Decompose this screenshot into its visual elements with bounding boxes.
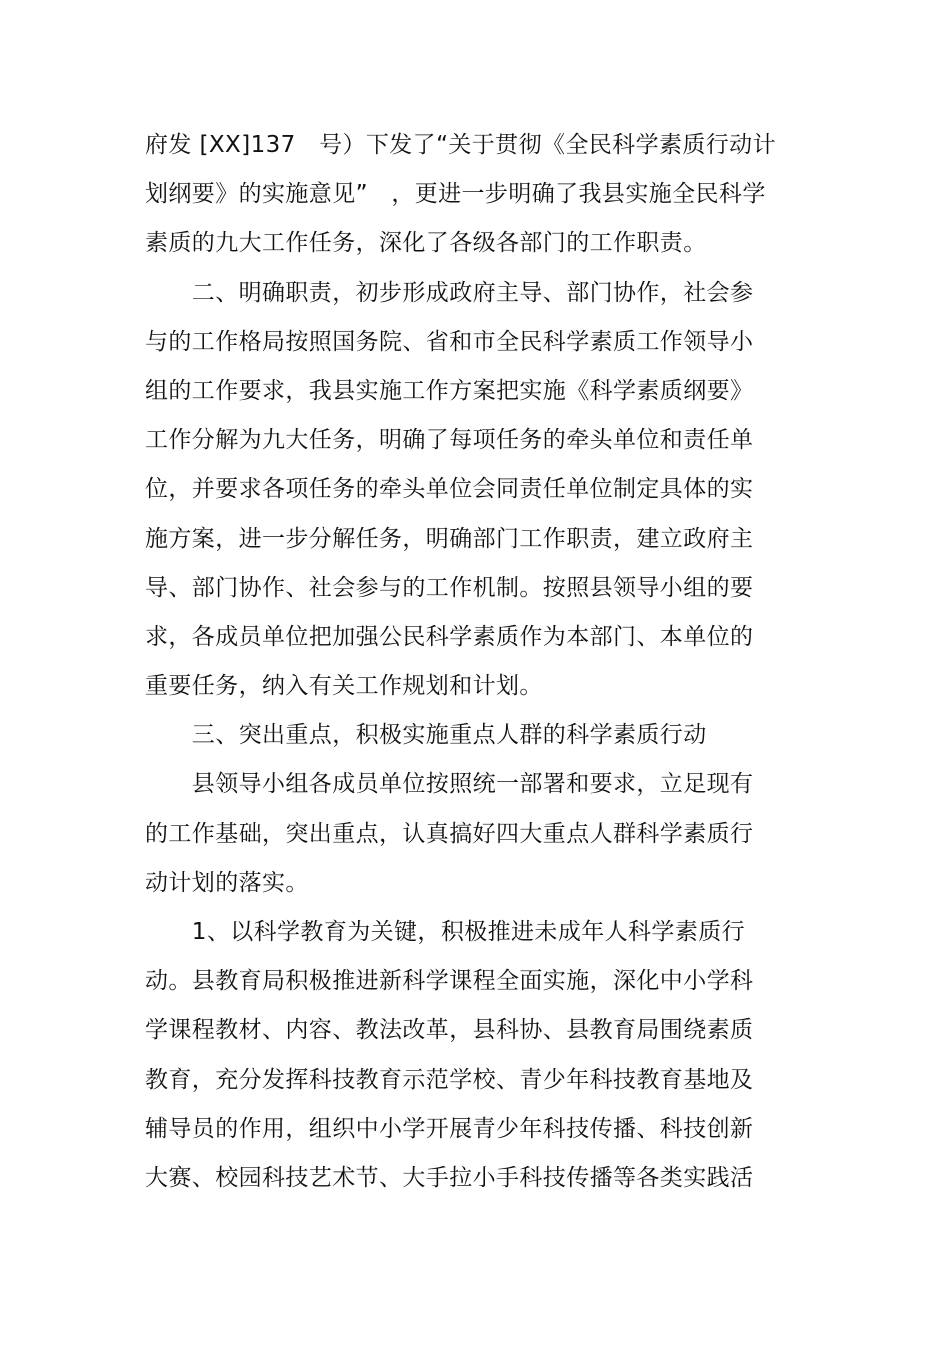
text-line: 动计划的落实。 (145, 869, 309, 896)
text-line: 与的工作格局按照国务院、省和市全民科学素质工作领导小 (145, 328, 754, 355)
text-line: 工作分解为九大任务，明确了每项任务的牵头单位和责任单 (145, 427, 754, 454)
text-line: 划纲要》的实施意见” ，更进一步明确了我县实施全民科学 (145, 181, 766, 208)
text-line: 大赛、校园科技艺术节、大手拉小手科技传播等各类实践活 (145, 1164, 754, 1191)
text-line: 导、部门协作、社会参与的工作机制。按照县领导小组的要 (145, 574, 754, 601)
text-line: 学课程教材、内容、教法改革，县科协、县教育局围绕素质 (145, 1017, 754, 1044)
body-text (145, 121, 776, 1203)
text-line: 二、明确职责，初步形成政府主导、部门协作，社会参 (145, 279, 754, 306)
text-line: 施方案，进一步分解任务，明确部门工作职责，建立政府主 (145, 525, 754, 552)
text-line: 素质的九大工作任务，深化了各级各部门的工作职责。 (145, 230, 707, 257)
text-line: 求，各成员单位把加强公民科学素质作为本部门、本单位的 (145, 623, 754, 650)
text-line: 重要任务，纳入有关工作规划和计划。 (145, 673, 543, 700)
text-line: 1、以科学教育为关键，积极推进未成年人科学素质行 (145, 919, 746, 945)
text-line: 辅导员的作用，组织中小学开展青少年科技传播、科技创新 (145, 1115, 754, 1142)
text-line: 府发 [XX]137 号）下发了“关于贯彻《全民科学素质行动计 (145, 132, 776, 158)
text-line: 三、突出重点，积极实施重点人群的科学素质行动 (145, 722, 707, 749)
text-line: 教育，充分发挥科技教育示范学校、青少年科技教育基地及 (145, 1066, 754, 1093)
text-line: 县领导小组各成员单位按照统一部署和要求，立足现有 (145, 771, 754, 798)
text-line: 位，并要求各项任务的牵头单位会同责任单位制定具体的实 (145, 476, 754, 503)
text-line: 的工作基础，突出重点，认真搞好四大重点人群科学素质行 (145, 820, 754, 847)
text-line: 组的工作要求，我县实施工作方案把实施《科学素质纲要》 (145, 377, 754, 404)
text-line: 动。县教育局积极推进新科学课程全面实施，深化中小学科 (145, 968, 754, 995)
